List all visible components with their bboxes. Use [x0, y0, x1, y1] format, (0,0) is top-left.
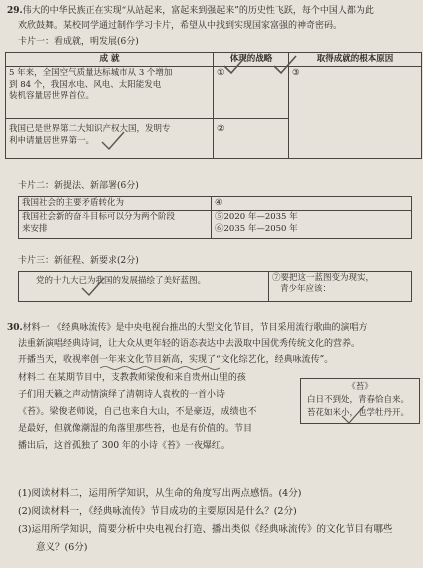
table-row: [19, 211, 412, 239]
card1-table: [5, 52, 422, 159]
question-number: 30.: [7, 323, 23, 333]
header-strategy: 体现的战略: [214, 53, 289, 67]
reason-answer-cell[interactable]: ③: [289, 67, 422, 159]
strategy-answer-cell[interactable]: ①: [214, 67, 289, 119]
sub-question: 意义？(6分): [36, 542, 88, 553]
answer-cell[interactable]: ⑦要把这一蓝图变为现实， 青少年应该：: [269, 272, 412, 302]
check-mark-icon: [100, 130, 126, 152]
poem-title: 《苔》: [347, 382, 373, 392]
question-30-material1-line2: 法重新演唱经典诗词，让大众从更年轻的语态表达中去汲取中国优秀传统文化的营养。: [18, 339, 361, 349]
material1-text: 材料一 《经典咏流传》是中央电视台推出的大型文化节目，节目采用流行歌曲的演唱方: [22, 323, 368, 333]
wavy-underline-icon: [100, 365, 220, 371]
achievement-cell: 我国已是世界第二大知识产权大国，发明专 利申请量居世界第一。: [6, 119, 214, 159]
check-mark-icon: [222, 54, 248, 76]
card3-table: [18, 271, 412, 302]
check-mark-icon: [80, 276, 106, 298]
card2-title: 卡片二：新提法、新部署(6分): [18, 181, 139, 191]
header-achievement: 成 就: [6, 53, 214, 67]
question-number: 29.: [7, 6, 23, 16]
material2-block: 材料二 在某期节目中，支教教师梁俊和来自贵州山里的孩 子们用天籁之声动情演绎了清朝诗人袁枚的一首小诗 《苔》。梁俊老师说，自己也来自大山，不是豪迈，成绩也不 是最好，但就像潮湿的角落里那些苔，也是有价值的。节目 播出后，这首孤独了 300 年的小诗《苔》一夜爆红。: [18, 373, 257, 451]
question-29-intro-line1: [7, 6, 374, 17]
header-reason: 取得成就的根本原因: [289, 53, 422, 67]
sub-questions: [18, 488, 418, 560]
card3-title: 卡片三：新征程、新要求(2分): [18, 256, 139, 266]
prompt-cell: 我国社会的主要矛盾转化为: [19, 197, 212, 211]
sub-question: (2)阅读材料一，《经典咏流传》节目成功的主要原因是什么？(2分): [18, 506, 297, 517]
question-30-material1-line3: 开播当天，收视率创一年来文化节目新高，实现了“文化综艺化，经典咏流传”。: [18, 355, 334, 365]
sub-question: (3)运用所学知识，简要分析中央电视台打造、播出类似《经典咏流传》的文化节目有哪些: [18, 524, 393, 535]
achievement-cell: 5 年来，全国空气质量达标城市从 3 个增加 到 84 个，我国水电、风电、太阳能发电 装机容量居世界首位。: [6, 67, 214, 119]
answer-cell[interactable]: ④: [212, 197, 412, 211]
poem-line: 白日不到处，青春恰自来。: [307, 395, 410, 406]
check-mark-icon: [272, 54, 298, 76]
question-29-intro-line2: 欢欣鼓舞。某校同学通过制作学习卡片，希望从中找到实现国家富强的神奇密码。: [18, 21, 343, 31]
prompt-cell: 党的十九大已为我国的发展描绘了美好蓝图。: [19, 272, 269, 302]
prompt-cell: 我国社会新的奋斗目标可以分为两个阶段 来安排: [19, 211, 212, 239]
sub-question: (1)阅读材料二，运用所学知识，从生命的角度写出两点感悟。(4分): [18, 488, 302, 499]
table-row: [6, 67, 422, 119]
answer-cell[interactable]: ⑤2020 年—2035 年 ⑥2035 年—2050 年: [212, 211, 412, 239]
strategy-answer-cell[interactable]: ②: [214, 119, 289, 159]
check-mark-icon: [340, 404, 366, 426]
table-row: [19, 272, 412, 302]
card1-title: 卡片一：看成就，明发展(6分): [18, 37, 139, 47]
poem-line: 苔花如米小，也学牡丹开。: [307, 408, 410, 419]
card2-table: [18, 196, 412, 239]
question-30-material1-line1: [7, 323, 368, 334]
table-row: [19, 197, 412, 211]
intro-text: 伟大的中华民族正在实现“从站起来，富起来到强起来”的历史性飞跃，每个中国人都为此: [22, 6, 374, 16]
